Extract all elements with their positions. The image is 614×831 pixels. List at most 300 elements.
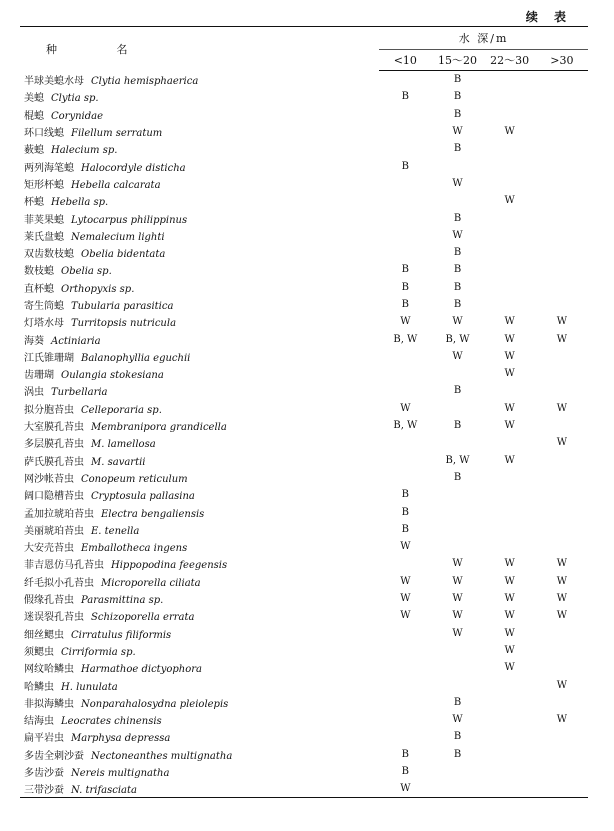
depth-value-cell: W	[504, 593, 515, 605]
species-name-cell	[20, 348, 379, 365]
depth-value-cell	[484, 382, 536, 399]
species-name-cell	[20, 538, 379, 555]
depth-value-cell: B	[401, 91, 410, 103]
table-row	[20, 486, 588, 503]
species-name-cell	[20, 244, 379, 261]
depth-value-cell: W	[504, 644, 515, 656]
depth-value-cell: W	[504, 627, 515, 639]
species-name-cell	[20, 227, 379, 244]
depth-value-cell	[379, 711, 431, 728]
latin-name: Marphysa depressa	[71, 733, 171, 745]
table-row	[20, 780, 588, 798]
depth-value-cell	[536, 486, 588, 503]
table-row	[20, 348, 588, 365]
depth-value-cell	[536, 123, 588, 140]
depth-value-cell	[379, 676, 431, 693]
species-name-cell	[20, 365, 379, 382]
depth-value-cell: W	[556, 679, 568, 691]
depth-value-cell	[536, 746, 588, 763]
depth-column-header: 水 深/m	[379, 27, 588, 50]
table-row	[20, 261, 588, 278]
chinese-name: 海葵	[24, 335, 44, 347]
chinese-name: 双齿数枝螅	[24, 249, 74, 261]
chinese-name: 半球美螅水母	[24, 75, 84, 87]
depth-value-cell	[536, 417, 588, 434]
chinese-name: 阔口隐槽苔虫	[24, 491, 84, 503]
chinese-name: 数枝螅	[24, 266, 54, 278]
depth-value-cell	[536, 365, 588, 382]
species-column-header: 种 名	[46, 42, 156, 56]
table-row	[20, 244, 588, 261]
depth-value-cell	[431, 763, 483, 780]
table-row	[20, 694, 588, 711]
depth-value-cell	[536, 140, 588, 157]
table-row	[20, 123, 588, 140]
chinese-name: 哈鳞虫	[24, 681, 54, 693]
chinese-name: 假缘孔苔虫	[24, 595, 74, 607]
species-name-cell	[20, 123, 379, 140]
depth-value-cell	[484, 296, 536, 313]
depth-value-cell	[379, 625, 431, 642]
species-name-cell	[20, 175, 379, 192]
depth-value-cell	[379, 106, 431, 123]
depth-value-cell: W	[452, 714, 463, 726]
species-name-cell	[20, 573, 379, 590]
latin-name: Harmathoe dictyophora	[81, 664, 202, 676]
depth-value-cell	[379, 469, 431, 486]
depth-col-2: 15～20	[431, 50, 483, 71]
depth-value-cell: W	[556, 714, 568, 726]
table-row	[20, 434, 588, 451]
depth-value-cell: B	[453, 281, 462, 293]
table-row	[20, 365, 588, 382]
depth-value-cell: W	[452, 229, 463, 241]
latin-name: Clytia hemisphaerica	[91, 75, 199, 87]
latin-name: M. lamellosa	[91, 439, 156, 451]
latin-name: Filellum serratum	[71, 128, 163, 140]
chinese-name: 网纹哈鳞虫	[24, 664, 74, 676]
chinese-name: 三带沙蚕	[24, 785, 64, 797]
species-name-cell	[20, 106, 379, 123]
chinese-name: 扁平岩虫	[24, 733, 64, 745]
depth-value-cell	[431, 157, 483, 174]
latin-name: Cryptosula pallasina	[91, 491, 195, 503]
chinese-name: 莱氏盘螅	[24, 231, 64, 243]
depth-value-cell	[536, 382, 588, 399]
species-name-cell	[20, 728, 379, 745]
depth-value-cell: B	[453, 471, 462, 483]
depth-value-cell	[536, 261, 588, 278]
latin-name: Turbellaria	[51, 387, 108, 399]
chinese-name: 美螅	[24, 93, 44, 105]
depth-value-cell: W	[504, 662, 515, 674]
depth-value-cell	[484, 279, 536, 296]
depth-value-cell	[431, 365, 483, 382]
species-name-cell	[20, 503, 379, 520]
depth-value-cell	[484, 209, 536, 226]
depth-value-cell	[536, 538, 588, 555]
latin-name: Orthopyxis sp.	[61, 283, 135, 295]
latin-name: Microporella ciliata	[101, 577, 201, 589]
depth-value-cell	[379, 123, 431, 140]
latin-name: Cirriformia sp.	[61, 646, 136, 658]
depth-value-cell: W	[504, 333, 515, 345]
chinese-name: 齿珊瑚	[24, 370, 54, 382]
table-row	[20, 642, 588, 659]
table-row	[20, 279, 588, 296]
depth-value-cell: W	[452, 126, 463, 138]
chinese-name: 大安壳苔虫	[24, 543, 74, 555]
depth-value-cell: B	[453, 264, 462, 276]
depth-value-cell: W	[452, 610, 463, 622]
depth-value-cell: W	[504, 195, 515, 207]
depth-value-cell	[484, 780, 536, 798]
depth-value-cell	[484, 261, 536, 278]
depth-value-cell: W	[556, 610, 568, 622]
depth-value-cell	[536, 157, 588, 174]
depth-value-cell	[484, 711, 536, 728]
depth-value-cell: B	[453, 748, 462, 760]
depth-value-cell: W	[504, 610, 515, 622]
depth-value-cell	[536, 642, 588, 659]
chinese-name: 萨氏膜孔苔虫	[24, 456, 84, 468]
chinese-name: 菲吉恩仿马孔苔虫	[24, 560, 104, 572]
depth-value-cell	[379, 227, 431, 244]
chinese-name: 拟分胞苔虫	[24, 404, 74, 416]
table-row	[20, 746, 588, 763]
species-name-cell	[20, 590, 379, 607]
chinese-name: 美丽琥珀苔虫	[24, 525, 84, 537]
latin-name: Hebella calcarata	[71, 179, 161, 191]
depth-value-cell: B, W	[445, 333, 470, 345]
depth-value-cell: W	[504, 420, 515, 432]
species-name-cell	[20, 642, 379, 659]
species-name-cell	[20, 469, 379, 486]
depth-value-cell: W	[556, 316, 568, 328]
table-row	[20, 227, 588, 244]
depth-value-cell	[536, 88, 588, 105]
chinese-name: 孟加拉琥珀苔虫	[24, 508, 94, 520]
depth-value-cell: W	[556, 437, 568, 449]
depth-value-cell	[431, 434, 483, 451]
depth-col-3: 22～30	[484, 50, 536, 71]
depth-value-cell	[536, 728, 588, 745]
depth-value-cell	[536, 175, 588, 192]
depth-value-cell: W	[400, 402, 411, 414]
latin-name: Electra bengaliensis	[101, 508, 205, 520]
table-row	[20, 382, 588, 399]
chinese-name: 矩形杯螅	[24, 179, 64, 191]
table-row	[20, 417, 588, 434]
depth-value-cell	[484, 71, 536, 89]
species-name-cell	[20, 711, 379, 728]
species-name-cell	[20, 607, 379, 624]
depth-value-cell	[484, 106, 536, 123]
table-row	[20, 140, 588, 157]
depth-value-cell: B	[453, 731, 462, 743]
depth-value-cell	[484, 503, 536, 520]
depth-value-cell: B	[453, 108, 462, 120]
depth-value-cell: W	[556, 558, 568, 570]
depth-value-cell: W	[452, 627, 463, 639]
latin-name: Nereis multignatha	[71, 768, 170, 780]
chinese-name: 环口线螅	[24, 128, 64, 140]
depth-value-cell	[536, 625, 588, 642]
depth-value-cell	[431, 642, 483, 659]
table-row	[20, 88, 588, 105]
species-name-cell	[20, 676, 379, 693]
table-row	[20, 71, 588, 89]
latin-name: Nectoneanthes multignatha	[91, 750, 233, 762]
depth-value-cell	[536, 192, 588, 209]
latin-name: Balanophyllia eguchii	[81, 352, 191, 364]
latin-name: Nonparahalosydna pleiolepis	[81, 698, 229, 710]
depth-value-cell: W	[556, 575, 568, 587]
depth-value-cell	[379, 728, 431, 745]
latin-name: Actiniaria	[51, 335, 101, 347]
depth-value-cell	[431, 676, 483, 693]
latin-name: Corynidae	[51, 110, 104, 122]
chinese-name: 多齿沙蚕	[24, 768, 64, 780]
table-row	[20, 538, 588, 555]
latin-name: Hippopodina feegensis	[111, 560, 228, 572]
chinese-name: 薮螅	[24, 145, 44, 157]
species-name-cell	[20, 192, 379, 209]
depth-value-cell	[431, 780, 483, 798]
table-row	[20, 763, 588, 780]
depth-value-cell	[536, 503, 588, 520]
depth-value-cell	[431, 521, 483, 538]
species-name-cell	[20, 400, 379, 417]
depth-value-cell: B, W	[393, 420, 418, 432]
latin-name: Obelia sp.	[61, 266, 112, 278]
table-row	[20, 728, 588, 745]
depth-value-cell: W	[400, 610, 411, 622]
chinese-name: 两列海笔螅	[24, 162, 74, 174]
table-row	[20, 590, 588, 607]
table-row	[20, 452, 588, 469]
depth-value-cell: B	[453, 143, 462, 155]
depth-value-cell: B	[401, 281, 410, 293]
species-depth-table	[20, 26, 588, 798]
table-row	[20, 209, 588, 226]
latin-name: Tubularia parasitica	[71, 301, 174, 312]
depth-value-cell: W	[556, 593, 568, 605]
chinese-name: 大室膜孔苔虫	[24, 422, 84, 434]
latin-name: Celleporaria sp.	[81, 404, 162, 416]
depth-value-cell	[379, 694, 431, 711]
depth-value-cell	[431, 486, 483, 503]
depth-value-cell	[536, 452, 588, 469]
species-name-cell	[20, 279, 379, 296]
depth-value-cell: B	[401, 264, 410, 276]
species-name-cell	[20, 521, 379, 538]
latin-name: Oulangia stokesiana	[61, 370, 164, 382]
depth-value-cell	[484, 140, 536, 157]
depth-value-cell	[484, 175, 536, 192]
depth-value-cell	[431, 192, 483, 209]
depth-value-cell	[484, 157, 536, 174]
depth-value-cell	[536, 244, 588, 261]
chinese-name: 结海虫	[24, 716, 54, 728]
depth-value-cell	[379, 452, 431, 469]
depth-value-cell	[536, 348, 588, 365]
depth-value-cell: B	[401, 523, 410, 535]
depth-value-cell: W	[504, 402, 515, 414]
depth-value-cell: B	[453, 212, 462, 224]
chinese-name: 多层膜孔苔虫	[24, 439, 84, 451]
depth-value-cell	[484, 694, 536, 711]
table-row	[20, 106, 588, 123]
depth-value-cell	[536, 227, 588, 244]
depth-value-cell	[431, 400, 483, 417]
depth-col-1: <10	[379, 50, 431, 71]
depth-value-cell: W	[504, 575, 515, 587]
latin-name: Leocrates chinensis	[61, 716, 162, 728]
depth-value-cell	[484, 88, 536, 105]
latin-name: N. trifasciata	[71, 785, 138, 797]
chinese-name: 涡虫	[24, 387, 44, 399]
depth-value-cell	[379, 71, 431, 89]
depth-value-cell: B	[453, 385, 462, 397]
depth-value-cell	[431, 538, 483, 555]
depth-value-cell: B	[401, 489, 410, 501]
depth-value-cell	[379, 434, 431, 451]
chinese-name: 迷误裂孔苔虫	[24, 612, 84, 624]
depth-value-cell	[379, 175, 431, 192]
depth-value-cell	[379, 209, 431, 226]
depth-value-cell: W	[400, 316, 411, 328]
table-row	[20, 192, 588, 209]
depth-value-cell: B	[453, 420, 462, 432]
depth-value-cell: B	[401, 766, 410, 778]
depth-value-cell: B	[401, 299, 410, 310]
species-name-cell	[20, 157, 379, 174]
depth-value-cell	[379, 659, 431, 676]
depth-value-cell	[484, 469, 536, 486]
species-name-cell	[20, 625, 379, 642]
depth-value-cell	[484, 676, 536, 693]
depth-value-cell	[536, 659, 588, 676]
latin-name: Halecium sp.	[51, 145, 118, 157]
depth-value-cell	[536, 521, 588, 538]
species-name-cell	[20, 780, 379, 798]
species-name-cell	[20, 313, 379, 330]
depth-value-cell	[484, 763, 536, 780]
depth-value-cell	[484, 521, 536, 538]
chinese-name: 细丝鳃虫	[24, 629, 64, 641]
depth-value-cell	[536, 296, 588, 313]
chinese-name: 灯塔水母	[24, 318, 64, 330]
latin-name: H. lunulata	[61, 681, 118, 693]
depth-value-cell: W	[400, 575, 411, 587]
species-name-cell	[20, 452, 379, 469]
chinese-name: 菲荚果螅	[24, 214, 64, 226]
depth-value-cell: W	[504, 368, 515, 380]
depth-value-cell: B	[453, 74, 462, 86]
depth-value-cell: W	[452, 350, 463, 362]
depth-value-cell: W	[400, 541, 411, 553]
table-row	[20, 330, 588, 347]
table-row	[20, 503, 588, 520]
latin-name: Clytia sp.	[51, 93, 99, 105]
depth-value-cell	[484, 728, 536, 745]
latin-name: Obelia bidentata	[81, 249, 166, 261]
depth-value-cell: W	[504, 558, 515, 570]
depth-value-cell: W	[452, 316, 463, 328]
latin-name: Lytocarpus philippinus	[71, 214, 188, 226]
species-name-cell	[20, 694, 379, 711]
depth-value-cell: W	[504, 350, 515, 362]
depth-value-cell	[536, 106, 588, 123]
depth-value-cell: B	[401, 748, 410, 760]
table-row	[20, 555, 588, 572]
depth-value-cell	[536, 209, 588, 226]
depth-value-cell: W	[452, 558, 463, 570]
chinese-name: 寄生筒螅	[24, 301, 64, 312]
depth-value-cell	[379, 192, 431, 209]
depth-value-cell	[379, 555, 431, 572]
latin-name: Halocordyle disticha	[81, 162, 186, 174]
depth-value-cell: B	[453, 91, 462, 103]
depth-value-cell: W	[452, 593, 463, 605]
chinese-name: 纤毛拟小孔苔虫	[24, 577, 94, 589]
depth-value-cell	[379, 642, 431, 659]
depth-value-cell	[379, 348, 431, 365]
depth-value-cell: B	[401, 506, 410, 518]
latin-name: E. tenella	[91, 525, 140, 537]
chinese-name: 网沙帐苔虫	[24, 473, 74, 485]
depth-value-cell: W	[452, 575, 463, 587]
species-name-cell	[20, 382, 379, 399]
chinese-name: 非拟海鳞虫	[24, 698, 74, 710]
latin-name: Cirratulus filiformis	[71, 629, 172, 641]
depth-value-cell: B	[453, 247, 462, 259]
latin-name: Schizoporella errata	[91, 612, 195, 624]
table-row	[20, 400, 588, 417]
depth-value-cell: B, W	[393, 333, 418, 345]
depth-value-cell: W	[504, 126, 515, 138]
latin-name: Conopeum reticulum	[81, 473, 188, 485]
depth-value-cell: W	[556, 402, 568, 414]
table-row	[20, 175, 588, 192]
species-name-cell	[20, 434, 379, 451]
depth-value-cell	[379, 365, 431, 382]
table-row	[20, 521, 588, 538]
species-name-cell	[20, 296, 379, 313]
table-row	[20, 676, 588, 693]
depth-value-cell: B, W	[445, 454, 470, 466]
depth-value-cell	[536, 763, 588, 780]
depth-value-cell: B	[453, 299, 462, 310]
depth-value-cell: W	[504, 316, 515, 328]
depth-col-4: >30	[536, 50, 588, 71]
chinese-name: 江氏锥珊瑚	[24, 352, 74, 364]
species-name-cell	[20, 71, 379, 89]
depth-value-cell	[431, 659, 483, 676]
chinese-name: 杯螅	[24, 197, 44, 209]
depth-value-cell	[379, 382, 431, 399]
depth-value-cell	[484, 244, 536, 261]
table-row	[20, 659, 588, 676]
species-name-cell	[20, 417, 379, 434]
species-name-cell	[20, 209, 379, 226]
species-name-cell	[20, 763, 379, 780]
table-row	[20, 469, 588, 486]
depth-value-cell	[536, 469, 588, 486]
table-row	[20, 157, 588, 174]
species-name-cell	[20, 261, 379, 278]
